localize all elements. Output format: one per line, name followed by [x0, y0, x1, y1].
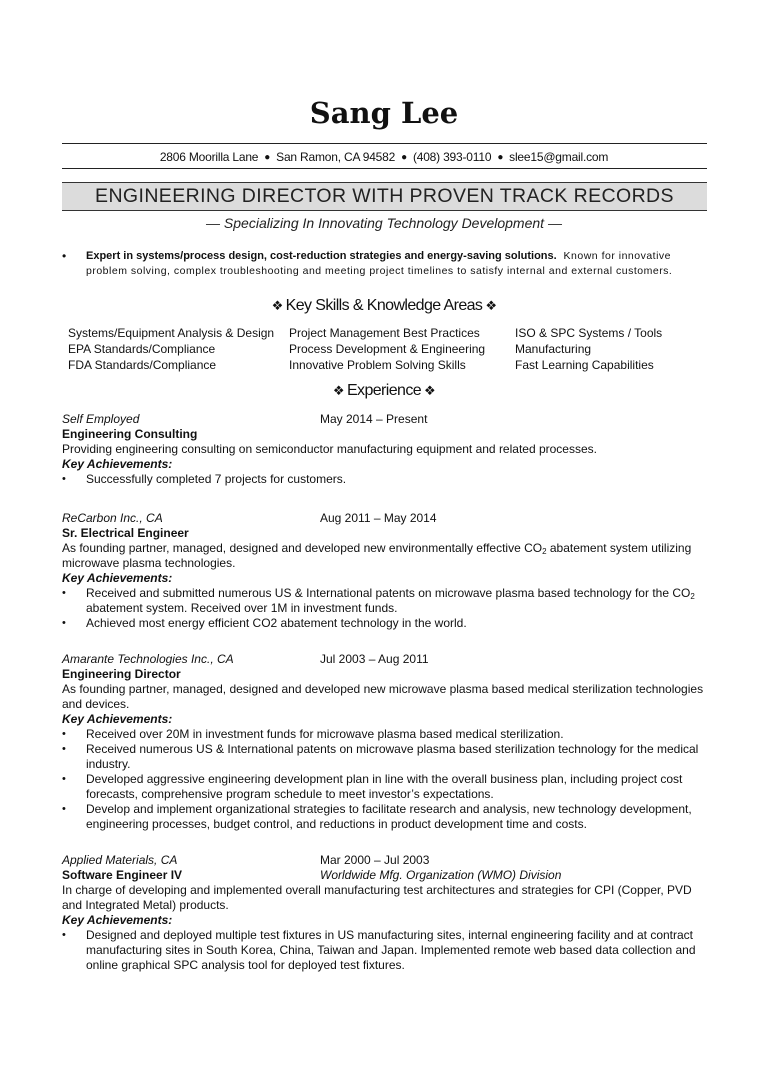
bullet: •	[62, 728, 66, 740]
achievement-text: abatement system. Received over 1M in investment funds.	[86, 601, 398, 615]
diamond-icon: ❖	[332, 383, 344, 398]
key-achievements-label: Key Achievements:	[62, 457, 173, 471]
skill-item: ISO & SPC Systems / Tools	[515, 326, 663, 340]
achievement-text: Received over 20M in investment funds for microwave plasma based medical sterilization.	[86, 727, 564, 741]
achievement-list	[62, 472, 712, 487]
company: Self Employed	[62, 412, 140, 426]
job-title: Engineering Director	[62, 667, 181, 681]
job-entry	[62, 853, 712, 973]
bullet: •	[62, 803, 66, 815]
bullet: •	[62, 929, 66, 941]
separator-dot: ●	[401, 152, 407, 163]
description-text: As founding partner, managed, designed and developed new environmentally effective CO	[62, 541, 543, 555]
achievement-item	[62, 742, 712, 772]
job-entry	[62, 412, 712, 487]
subscript: 2	[542, 547, 547, 556]
job-entry	[62, 652, 712, 832]
division: Worldwide Mfg. Organization (WMO) Division	[320, 868, 562, 882]
summary-bold: Expert in systems/process design, cost-reduction strategies and energy-saving solutions.	[86, 250, 557, 262]
skill-item: Innovative Problem Solving Skills	[289, 358, 466, 372]
achievement-item	[62, 616, 712, 631]
achievement-text: Received numerous US & International patents on microwave plasma based sterilization technology for the medical industry.	[86, 742, 699, 771]
phone: (408) 393-0110	[412, 150, 492, 164]
skills-column-1	[68, 325, 274, 373]
skill-item: EPA Standards/Compliance	[68, 342, 216, 356]
skill-item: Systems/Equipment Analysis & Design	[68, 326, 275, 340]
achievement-list	[62, 727, 712, 832]
bullet: •	[62, 473, 66, 485]
separator-dot: ●	[497, 152, 504, 163]
experience-title: Experience	[346, 382, 422, 399]
header-rule-top	[62, 143, 707, 144]
company: Applied Materials, CA	[62, 853, 178, 867]
achievement-text: Developed aggressive engineering development plan in line with the overall business plan, including project cost forecasts, comprehensive program schedule to meet investor’s expectations.	[86, 772, 683, 801]
achievement-list	[62, 586, 712, 631]
dates: May 2014 – Present	[320, 412, 428, 426]
dates: Jul 2003 – Aug 2011	[320, 652, 429, 666]
job-entry	[62, 511, 712, 631]
skill-item: Manufacturing	[515, 342, 592, 356]
bullet: •	[62, 617, 66, 629]
skill-item: Process Development & Engineering	[289, 342, 486, 356]
tagline: — Specializing In Innovating Technology Development —	[206, 215, 562, 231]
dates: Mar 2000 – Jul 2003	[320, 853, 430, 867]
achievement-item	[62, 472, 712, 487]
skills-title: Key Skills & Knowledge Areas	[285, 297, 483, 314]
contact-line	[0, 150, 768, 164]
address: 2806 Moorilla Lane	[159, 150, 259, 164]
achievement-text: Achieved most energy efficient CO2 abatement technology in the world.	[86, 616, 467, 630]
email: slee15@gmail.com	[509, 150, 609, 164]
achievement-text: Received and submitted numerous US & International patents on microwave plasma based technology for the CO	[86, 586, 691, 600]
city: San Ramon, CA 94582	[276, 150, 396, 164]
achievement-text: Develop and implement organizational strategies to facilitate research and analysis, new technology development, engineering processes, budget control, and reductions in product development time and costs.	[86, 802, 692, 831]
achievement-text: Designed and deployed multiple test fixtures in US manufacturing sites, internal engineering facility and at contract manufacturing sites in South Korea, China, Taiwan and Japan. Implemented remote web based data collection and online graphical SPC analysis tool for deployed test fixtures.	[86, 928, 696, 972]
company: Amarante Technologies Inc., CA	[62, 652, 234, 666]
summary-rest: Known for innovative problem solving, complex troubleshooting and meeting project timelines to satisfy internal and external customers.	[86, 250, 673, 277]
job-title: Sr. Electrical Engineer	[62, 526, 189, 540]
bullet: •	[62, 743, 66, 755]
job-description: As founding partner, managed, designed and developed new microwave plasma based medical sterilization technologies and devices.	[62, 682, 704, 711]
job-description: Providing engineering consulting on semiconductor manufacturing equipment and related processes.	[62, 442, 597, 456]
skill-item: Fast Learning Capabilities	[515, 358, 654, 372]
diamond-icon: ❖	[485, 298, 497, 313]
company: ReCarbon Inc., CA	[62, 511, 163, 525]
summary-paragraph	[86, 249, 706, 279]
skills-column-2	[289, 325, 485, 373]
experience-heading	[0, 382, 768, 400]
skill-item: FDA Standards/Compliance	[68, 358, 217, 372]
summary-bullet: •	[62, 249, 67, 263]
bullet: •	[62, 587, 66, 599]
key-achievements-label: Key Achievements:	[62, 571, 173, 585]
description-text: abatement system utilizing microwave plasma technologies.	[62, 541, 692, 570]
job-description	[62, 541, 712, 571]
job-title: Software Engineer IV	[62, 868, 183, 882]
skills-column-3	[515, 325, 662, 373]
key-achievements-label: Key Achievements:	[62, 712, 173, 726]
achievement-item	[62, 727, 712, 742]
diamond-icon: ❖	[424, 383, 436, 398]
diamond-icon: ❖	[271, 298, 283, 313]
achievement-item	[62, 772, 712, 802]
subscript: 2	[690, 592, 695, 601]
dates: Aug 2011 – May 2014	[320, 511, 437, 525]
achievement-text: Successfully completed 7 projects for customers.	[86, 472, 347, 486]
skills-heading	[0, 297, 768, 315]
skill-item: Project Management Best Practices	[289, 326, 480, 340]
candidate-name: Sang Lee	[309, 96, 459, 130]
separator-dot: ●	[264, 152, 271, 163]
key-achievements-label: Key Achievements:	[62, 913, 173, 927]
header-rule-bottom	[62, 168, 707, 169]
achievement-item	[62, 928, 712, 973]
job-description: In charge of developing and implemented overall manufacturing test architectures and strategies for CPI (Copper, PVD and Integrated Metal) products.	[62, 883, 692, 912]
achievement-item	[62, 586, 712, 616]
achievement-item	[62, 802, 712, 832]
job-title: Engineering Consulting	[62, 427, 198, 441]
headline-banner: ENGINEERING DIRECTOR WITH PROVEN TRACK RECORDS	[62, 182, 707, 211]
bullet: •	[62, 773, 66, 785]
achievement-list	[62, 928, 712, 973]
